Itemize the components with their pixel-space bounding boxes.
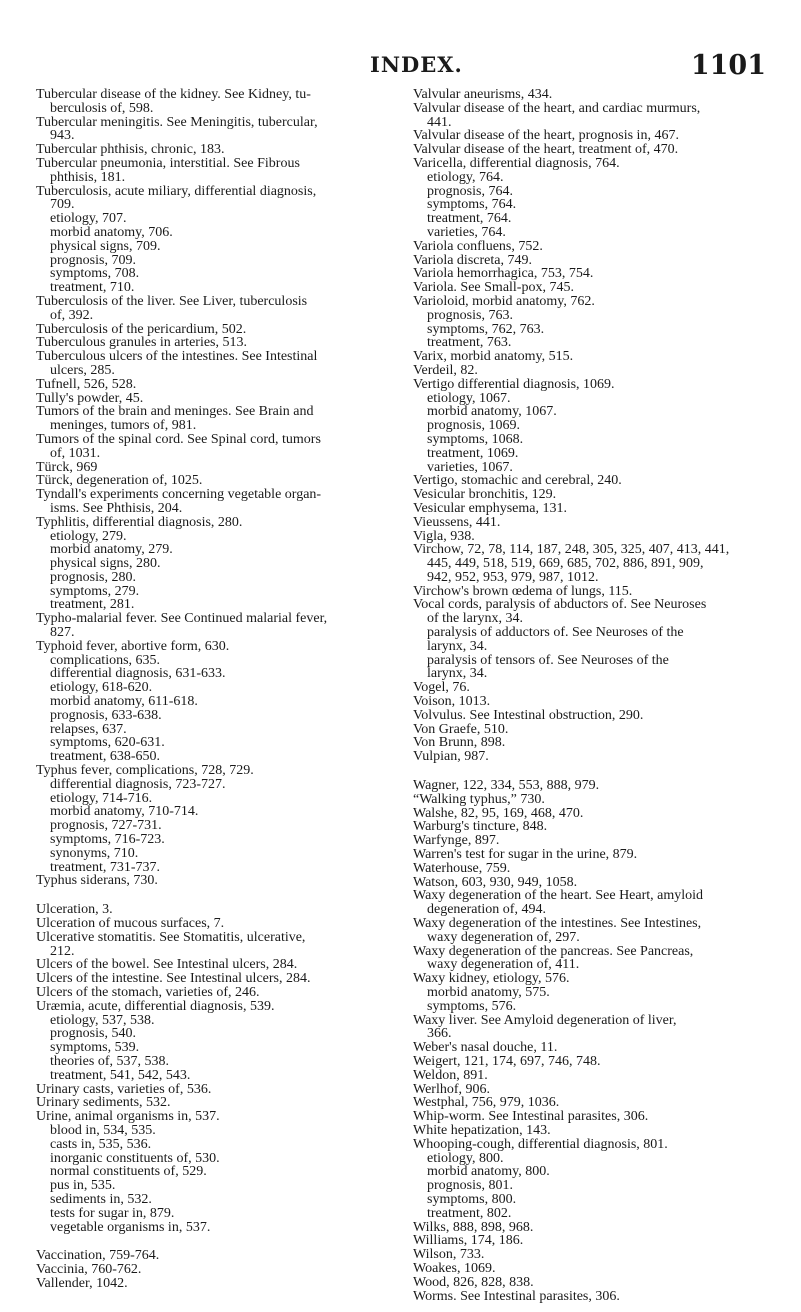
index-subentry: prognosis, 763. — [427, 307, 513, 323]
index-subentry: morbid anatomy, 611-618. — [50, 694, 198, 710]
index-subentry: blood in, 534, 535. — [50, 1122, 156, 1138]
index-subentry: physical signs, 280. — [50, 556, 161, 572]
index-column-left — [36, 88, 406, 1291]
index-subentry: pus in, 535. — [50, 1178, 116, 1194]
index-subentry: inorganic constituents of, 530. — [50, 1150, 220, 1166]
index-entry: Warren's test for sugar in the urine, 879. — [413, 847, 638, 863]
index-entry: Varioloid, morbid anatomy, 762. — [413, 293, 595, 309]
index-subentry: differential diagnosis, 631-633. — [50, 666, 226, 682]
index-entry: Varix, morbid anatomy, 515. — [413, 349, 574, 365]
index-entry: Von Brunn, 898. — [413, 735, 506, 751]
index-subentry: 366. — [427, 1026, 452, 1042]
index-subentry: treatment, 802. — [427, 1205, 512, 1221]
index-entry: Valvular disease of the heart, treatment of, 470. — [413, 142, 679, 158]
index-entry: Typho-malarial fever. See Continued malarial fever, — [36, 611, 328, 627]
index-subentry: tests for sugar in, 879. — [50, 1205, 175, 1221]
index-entry: Weber's nasal douche, 11. — [413, 1040, 558, 1056]
index-entry: Variola confluens, 752. — [413, 238, 543, 254]
index-subentry: vegetable organisms in, 537. — [50, 1219, 211, 1235]
page-number: 1101 — [690, 50, 766, 81]
index-entry: Valvular disease of the heart, prognosis in, 467. — [413, 128, 679, 144]
index-subentry: phthisis, 181. — [50, 169, 126, 185]
index-entry: Typhlitis, differential diagnosis, 280. — [36, 514, 243, 530]
index-entry: Verdeil, 82. — [413, 362, 478, 378]
index-subentry: treatment, 763. — [427, 335, 512, 351]
index-subentry: treatment, 541, 542, 543. — [50, 1067, 191, 1083]
index-entry: Ulceration of mucous surfaces, 7. — [36, 916, 225, 932]
index-subentry: treatment, 731-737. — [50, 859, 161, 875]
index-entry: Waxy degeneration of the heart. See Heart, amyloid — [413, 888, 704, 904]
index-entry: Voison, 1013. — [413, 694, 491, 710]
index-subentry: symptoms, 800. — [427, 1191, 517, 1207]
index-subentry: berculosis of, 598. — [50, 100, 154, 116]
index-entry: Valvular disease of the heart, and cardiac murmurs, — [413, 100, 701, 116]
index-subentry: treatment, 764. — [427, 211, 512, 227]
index-entry: Virchow's brown œdema of lungs, 115. — [413, 583, 633, 599]
index-entry: Vogel, 76. — [413, 680, 470, 696]
index-subentry: larynx, 34. — [427, 638, 488, 654]
index-entry: Wood, 826, 828, 838. — [413, 1274, 534, 1290]
index-entry: Vertigo differential diagnosis, 1069. — [413, 376, 615, 392]
page-header — [36, 50, 766, 84]
index-entry: Woakes, 1069. — [413, 1260, 496, 1276]
index-subentry: normal constituents of, 529. — [50, 1164, 207, 1180]
index-entry: Vesicular bronchitis, 129. — [413, 487, 557, 503]
index-subentry: casts in, 535, 536. — [50, 1136, 152, 1152]
index-entry: Uræmia, acute, differential diagnosis, 539. — [36, 998, 275, 1014]
index-entry: Tubercular phthisis, chronic, 183. — [36, 142, 225, 158]
index-subentry: prognosis, 633-638. — [50, 707, 162, 723]
index-entry: Tufnell, 526, 528. — [36, 376, 137, 392]
index-subentry: 445, 449, 518, 519, 669, 685, 702, 886, 891, 909, — [427, 556, 704, 572]
index-entry: Vertigo, stomachic and cerebral, 240. — [413, 473, 622, 489]
index-subentry: differential diagnosis, 723-727. — [50, 776, 226, 792]
index-entry: Watson, 603, 930, 949, 1058. — [413, 874, 578, 890]
index-entry: Variola hemorrhagica, 753, 754. — [413, 266, 594, 282]
index-entry: Vocal cords, paralysis of abductors of. See Neuroses — [413, 597, 707, 613]
index-entry: Wilks, 888, 898, 968. — [413, 1219, 534, 1235]
index-subentry: morbid anatomy, 706. — [50, 224, 173, 240]
index-subentry: symptoms, 620-631. — [50, 735, 165, 751]
index-entry: Vallender, 1042. — [36, 1275, 128, 1291]
index-subentry: sediments in, 532. — [50, 1191, 152, 1207]
index-subentry: etiology, 800. — [427, 1150, 504, 1166]
index-entry: Urine, animal organisms in, 537. — [36, 1109, 220, 1125]
index-subentry: morbid anatomy, 1067. — [427, 404, 557, 420]
index-entry: White hepatization, 143. — [413, 1122, 551, 1138]
index-subentry: meninges, tumors of, 981. — [50, 418, 197, 434]
index-subentry: paralysis of adductors of. See Neuroses of the — [427, 625, 684, 641]
index-subentry: prognosis, 709. — [50, 252, 136, 268]
index-subentry: theories of, 537, 538. — [50, 1053, 169, 1069]
index-entry: Vaccinia, 760-762. — [36, 1262, 142, 1278]
index-subentry: waxy degeneration of, 297. — [427, 929, 580, 945]
index-subentry: relapses, 637. — [50, 721, 127, 737]
index-entry: Wagner, 122, 334, 553, 888, 979. — [413, 778, 600, 794]
index-subentry: synonyms, 710. — [50, 845, 139, 861]
index-entry: Typhoid fever, abortive form, 630. — [36, 638, 230, 654]
index-entry: Urinary sediments, 532. — [36, 1095, 171, 1111]
index-entry: Türck, degeneration of, 1025. — [36, 473, 203, 489]
index-subentry: morbid anatomy, 575. — [427, 985, 550, 1000]
index-subentry: of the larynx, 34. — [427, 611, 524, 627]
index-subentry: morbid anatomy, 279. — [50, 542, 173, 558]
index-subentry: morbid anatomy, 800. — [427, 1164, 550, 1180]
index-entry: Varicella, differential diagnosis, 764. — [413, 155, 620, 171]
index-column-right — [413, 88, 783, 1303]
index-subentry: etiology, 1067. — [427, 390, 511, 406]
index-entry: Tuberculous granules in arteries, 513. — [36, 335, 247, 351]
index-entry: Tuberculous ulcers of the intestines. See Intestinal — [36, 349, 318, 365]
index-subentry: isms. See Phthisis, 204. — [50, 500, 183, 516]
index-entry: Vulpian, 987. — [413, 749, 489, 765]
section-gap — [36, 1234, 406, 1249]
index-entry: Tuberculosis of the liver. See Liver, tuberculosis — [36, 293, 308, 309]
index-subentry: of, 392. — [50, 307, 94, 323]
index-subentry: symptoms, 1068. — [427, 431, 524, 447]
index-subentry: ulcers, 285. — [50, 362, 115, 378]
index-entry: Typhus siderans, 730. — [36, 873, 158, 889]
index-subentry: treatment, 638-650. — [50, 749, 161, 765]
index-subentry: symptoms, 762, 763. — [427, 321, 545, 337]
index-subentry: symptoms, 716-723. — [50, 832, 165, 848]
index-subentry: 709. — [50, 197, 75, 213]
index-entry: Westphal, 756, 979, 1036. — [413, 1095, 560, 1111]
index-entry: Türck, 969 — [36, 459, 98, 475]
index-subentry: prognosis, 280. — [50, 569, 136, 585]
index-subentry: varieties, 764. — [427, 224, 506, 240]
index-entry: Ulcers of the intestine. See Intestinal ulcers, 284. — [36, 971, 311, 987]
index-entry: Tyndall's experiments concerning vegetable organ- — [36, 487, 322, 503]
index-entry: Virchow, 72, 78, 114, 187, 248, 305, 325, 407, 413, 441, — [413, 542, 730, 558]
index-subentry: symptoms, 279. — [50, 583, 140, 599]
index-entry: Ulcerative stomatitis. See Stomatitis, ulcerative, — [36, 929, 306, 945]
index-entry: Tumors of the spinal cord. See Spinal cord, tumors — [36, 431, 321, 447]
index-subentry: symptoms, 576. — [427, 998, 517, 1014]
index-entry: Werlhof, 906. — [413, 1081, 491, 1097]
index-subentry: etiology, 537, 538. — [50, 1012, 155, 1028]
index-entry: Waxy degeneration of the intestines. See Intestines, — [413, 916, 702, 932]
index-subentry: prognosis, 801. — [427, 1178, 513, 1194]
index-entry: Variola. See Small-pox, 745. — [413, 280, 574, 296]
index-subentry: etiology, 714-716. — [50, 790, 153, 806]
index-subentry: prognosis, 1069. — [427, 418, 520, 434]
index-entry: Tubercular meningitis. See Meningitis, tubercular, — [36, 114, 318, 130]
index-subentry: degeneration of, 494. — [427, 902, 546, 918]
index-subentry: symptoms, 539. — [50, 1040, 140, 1056]
section-gap — [36, 888, 406, 903]
index-entry: Volvulus. See Intestinal obstruction, 290. — [413, 707, 644, 723]
index-subentry: 827. — [50, 625, 75, 641]
index-entry: Tubercular disease of the kidney. See Kidney, tu- — [36, 87, 311, 102]
index-entry: “Walking typhus,” 730. — [413, 791, 545, 807]
index-subentry: 441. — [427, 114, 452, 130]
index-entry: Vigla, 938. — [413, 528, 475, 544]
index-entry: Whip-worm. See Intestinal parasites, 306. — [413, 1109, 649, 1125]
index-entry: Von Graefe, 510. — [413, 721, 509, 737]
index-subentry: treatment, 710. — [50, 280, 135, 296]
index-subentry: etiology, 764. — [427, 169, 504, 185]
index-subentry: treatment, 281. — [50, 597, 135, 613]
index-entry: Warfynge, 897. — [413, 833, 500, 849]
index-entry: Vieussens, 441. — [413, 514, 501, 530]
index-entry: Urinary casts, varieties of, 536. — [36, 1081, 212, 1097]
index-subentry: symptoms, 764. — [427, 197, 517, 213]
index-entry: Worms. See Intestinal parasites, 306. — [413, 1288, 620, 1304]
index-entry: Walshe, 82, 95, 169, 468, 470. — [413, 805, 584, 821]
index-entry: Tully's powder, 45. — [36, 390, 144, 406]
index-entry: Weigert, 121, 174, 697, 746, 748. — [413, 1053, 601, 1069]
index-entry: Tumors of the brain and meninges. See Brain and — [36, 404, 314, 420]
index-entry: Wilson, 733. — [413, 1247, 485, 1263]
index-entry: Valvular aneurisms, 434. — [413, 87, 553, 102]
index-subentry: symptoms, 708. — [50, 266, 140, 282]
index-subentry: 943. — [50, 128, 75, 144]
index-entry: Williams, 174, 186. — [413, 1233, 524, 1249]
index-subentry: etiology, 279. — [50, 528, 127, 544]
index-entry: Ulcers of the bowel. See Intestinal ulcers, 284. — [36, 957, 298, 973]
index-entry: Weldon, 891. — [413, 1067, 488, 1083]
running-title: INDEX. — [370, 52, 463, 77]
index-entry: Waterhouse, 759. — [413, 860, 511, 876]
index-subentry: morbid anatomy, 710-714. — [50, 804, 199, 820]
index-entry: Ulcers of the stomach, varieties of, 246. — [36, 985, 260, 1000]
index-entry: Waxy degeneration of the pancreas. See Pancreas, — [413, 943, 694, 959]
index-subentry: paralysis of tensors of. See Neuroses of the — [427, 652, 669, 668]
index-subentry: waxy degeneration of, 411. — [427, 957, 580, 973]
index-entry: Tubercular pneumonia, interstitial. See Fibrous — [36, 155, 300, 171]
index-entry: Tuberculosis, acute miliary, differential diagnosis, — [36, 183, 317, 199]
index-subentry: etiology, 618-620. — [50, 680, 153, 696]
index-subentry: prognosis, 540. — [50, 1026, 136, 1042]
index-subentry: physical signs, 709. — [50, 238, 161, 254]
index-entry: Waxy kidney, etiology, 576. — [413, 971, 570, 987]
index-entry: Typhus fever, complications, 728, 729. — [36, 763, 254, 779]
index-entry: Whooping-cough, differential diagnosis, 801. — [413, 1136, 668, 1152]
index-subentry: treatment, 1069. — [427, 445, 519, 461]
section-gap — [413, 764, 783, 779]
index-subentry: larynx, 34. — [427, 666, 488, 682]
index-entry: Waxy liver. See Amyloid degeneration of liver, — [413, 1012, 677, 1028]
index-entry: Ulceration, 3. — [36, 902, 113, 918]
index-subentry: prognosis, 764. — [427, 183, 513, 199]
index-entry: Vesicular emphysema, 131. — [413, 500, 567, 516]
index-entry: Variola discreta, 749. — [413, 252, 532, 268]
index-subentry: etiology, 707. — [50, 211, 127, 227]
index-entry: Warburg's tincture, 848. — [413, 819, 548, 835]
index-entry: Tuberculosis of the pericardium, 502. — [36, 321, 247, 337]
index-subentry: prognosis, 727-731. — [50, 818, 162, 834]
index-entry: Vaccination, 759-764. — [36, 1248, 160, 1264]
index-subentry: complications, 635. — [50, 652, 161, 668]
index-subentry: varieties, 1067. — [427, 459, 513, 475]
index-subentry: 212. — [50, 943, 75, 959]
index-subentry: 942, 952, 953, 979, 987, 1012. — [427, 569, 599, 585]
index-subentry: of, 1031. — [50, 445, 101, 461]
